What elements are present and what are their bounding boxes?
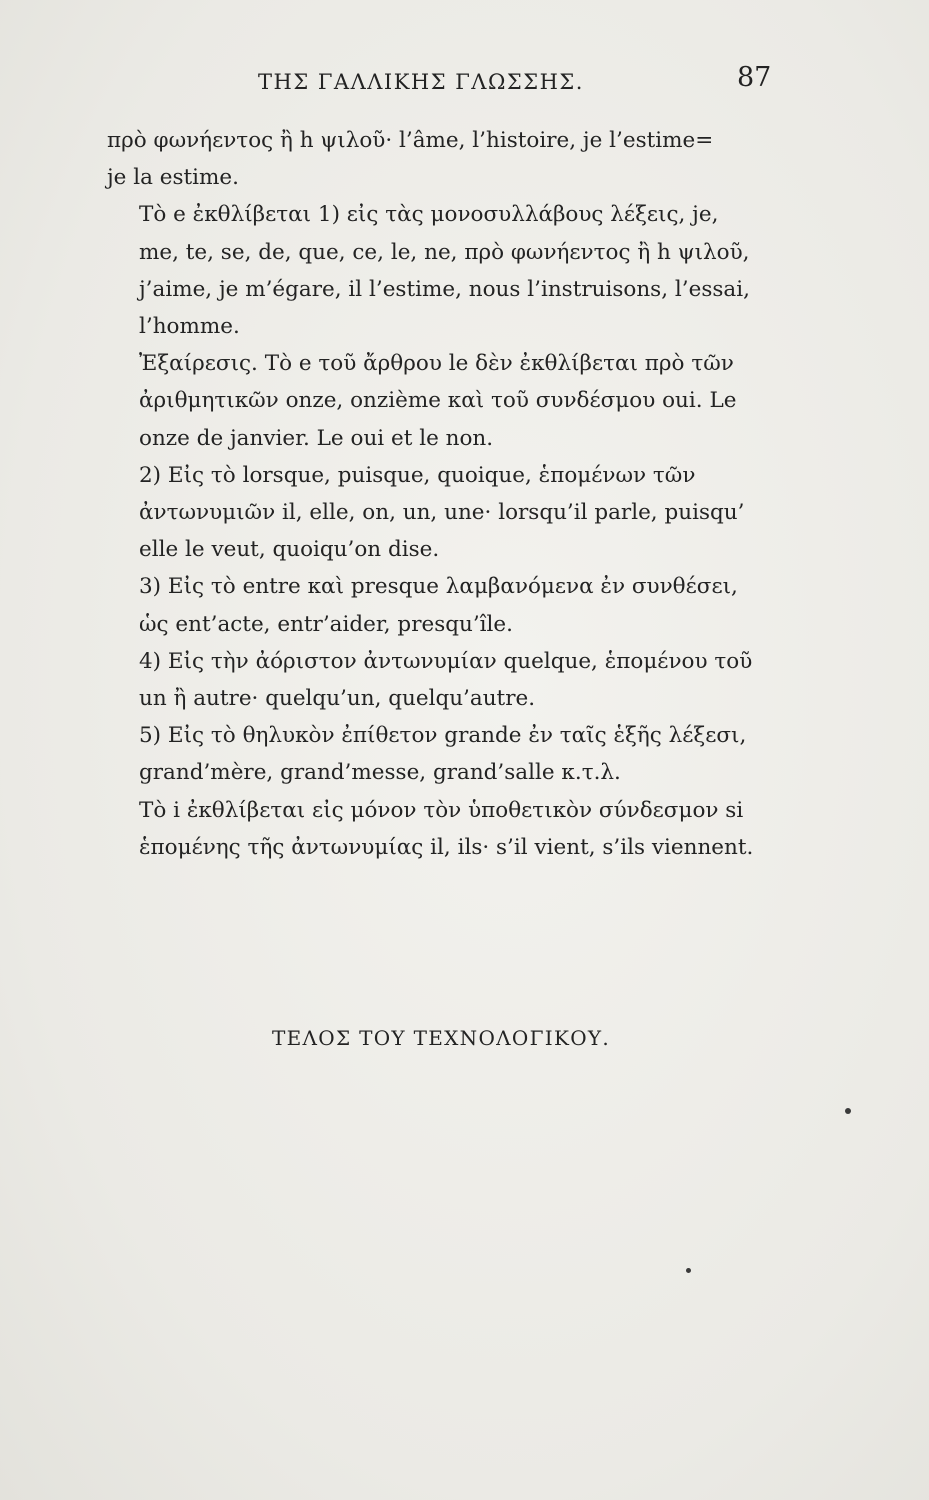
text-line: je la estime.: [107, 165, 239, 191]
text-line: 3) Εἰς τὸ entre καὶ presque λαμβανόμενα ἐν συνθέσει,: [139, 574, 738, 600]
text-line: l’homme.: [139, 314, 240, 340]
paragraph-elision-e: [107, 196, 783, 345]
text-line: 4) Εἰς τὴν ἀόριστον ἀντωνυμίαν quelque, ἑπομένου τοῦ: [139, 648, 753, 674]
paragraph-rule-2: [107, 457, 783, 569]
text-line: un ἢ autre· quelqu’un, quelqu’autre.: [139, 686, 536, 712]
paragraph-exception: [107, 345, 783, 457]
body-text: [107, 122, 783, 866]
text-line: ἑπομένης τῆς ἀντωνυμίας il, ils· s’il vient, s’ils viennent.: [139, 834, 754, 860]
text-line: 5) Εἰς τὸ θηλυκὸν ἐπίθετον grande ἐν ταῖς ἑξῆς λέξεσι,: [139, 723, 747, 749]
paragraph-rule-4: [107, 643, 783, 717]
text-line: elle le veut, quoiqu’on dise.: [139, 537, 440, 563]
paragraph-continuation: [107, 122, 783, 196]
text-line: Τὸ i ἐκθλίβεται εἰς μόνον τὸν ὑποθετικὸν σύνδεσμον si: [139, 797, 744, 823]
running-header: ΤΗΣ ΓΑΛΛΙΚΗΣ ΓΛΩΣΣΗΣ.: [258, 70, 584, 94]
text-line: Τὸ e ἐκθλίβεται 1) εἰς τὰς μονοσυλλάβους λέξεις, je,: [139, 202, 719, 228]
text-line: 2) Εἰς τὸ lorsque, puisque, quoique, ἑπομένων τῶν: [139, 462, 696, 488]
text-line: πρὸ φωνήεντος ἢ h ψιλοῦ· l’âme, l’histoire, je l’estime=: [107, 128, 714, 153]
text-line: ἀντωνυμιῶν il, elle, on, un, une· lorsqu’il parle, puisqu’: [139, 500, 745, 526]
text-line: j’aime, je m’égare, il l’estime, nous l’instruisons, l’essai,: [139, 276, 750, 302]
text-line: onze de janvier. Le oui et le non.: [139, 425, 494, 451]
page-number: 87: [737, 62, 772, 93]
ink-speck: [686, 1268, 691, 1273]
paragraph-rule-3: [107, 568, 783, 642]
text-line: grand’mère, grand’messe, grand’salle κ.τ.λ.: [139, 760, 621, 786]
text-line: me, te, se, de, que, ce, le, ne, πρὸ φωνήεντος ἢ h ψιλοῦ,: [139, 239, 750, 265]
text-line: ὡς ent’acte, entr’aider, presqu’île.: [139, 611, 513, 637]
text-line: Ἐξαίρεσις. Τὸ e τοῦ ἄρθρου le δὲν ἐκθλίβεται πρὸ τῶν: [139, 351, 734, 377]
ink-speck: [845, 1108, 851, 1114]
paragraph-elision-i: [107, 792, 783, 866]
paragraph-rule-5: [107, 717, 783, 791]
text-line: ἀριθμητικῶν onze, onzième καὶ τοῦ συνδέσμου oui. Le: [139, 388, 737, 414]
closing-line: ΤΕΛΟΣ ΤΟΥ ΤΕΧΝΟΛΟΓΙΚΟΥ.: [272, 1026, 611, 1050]
